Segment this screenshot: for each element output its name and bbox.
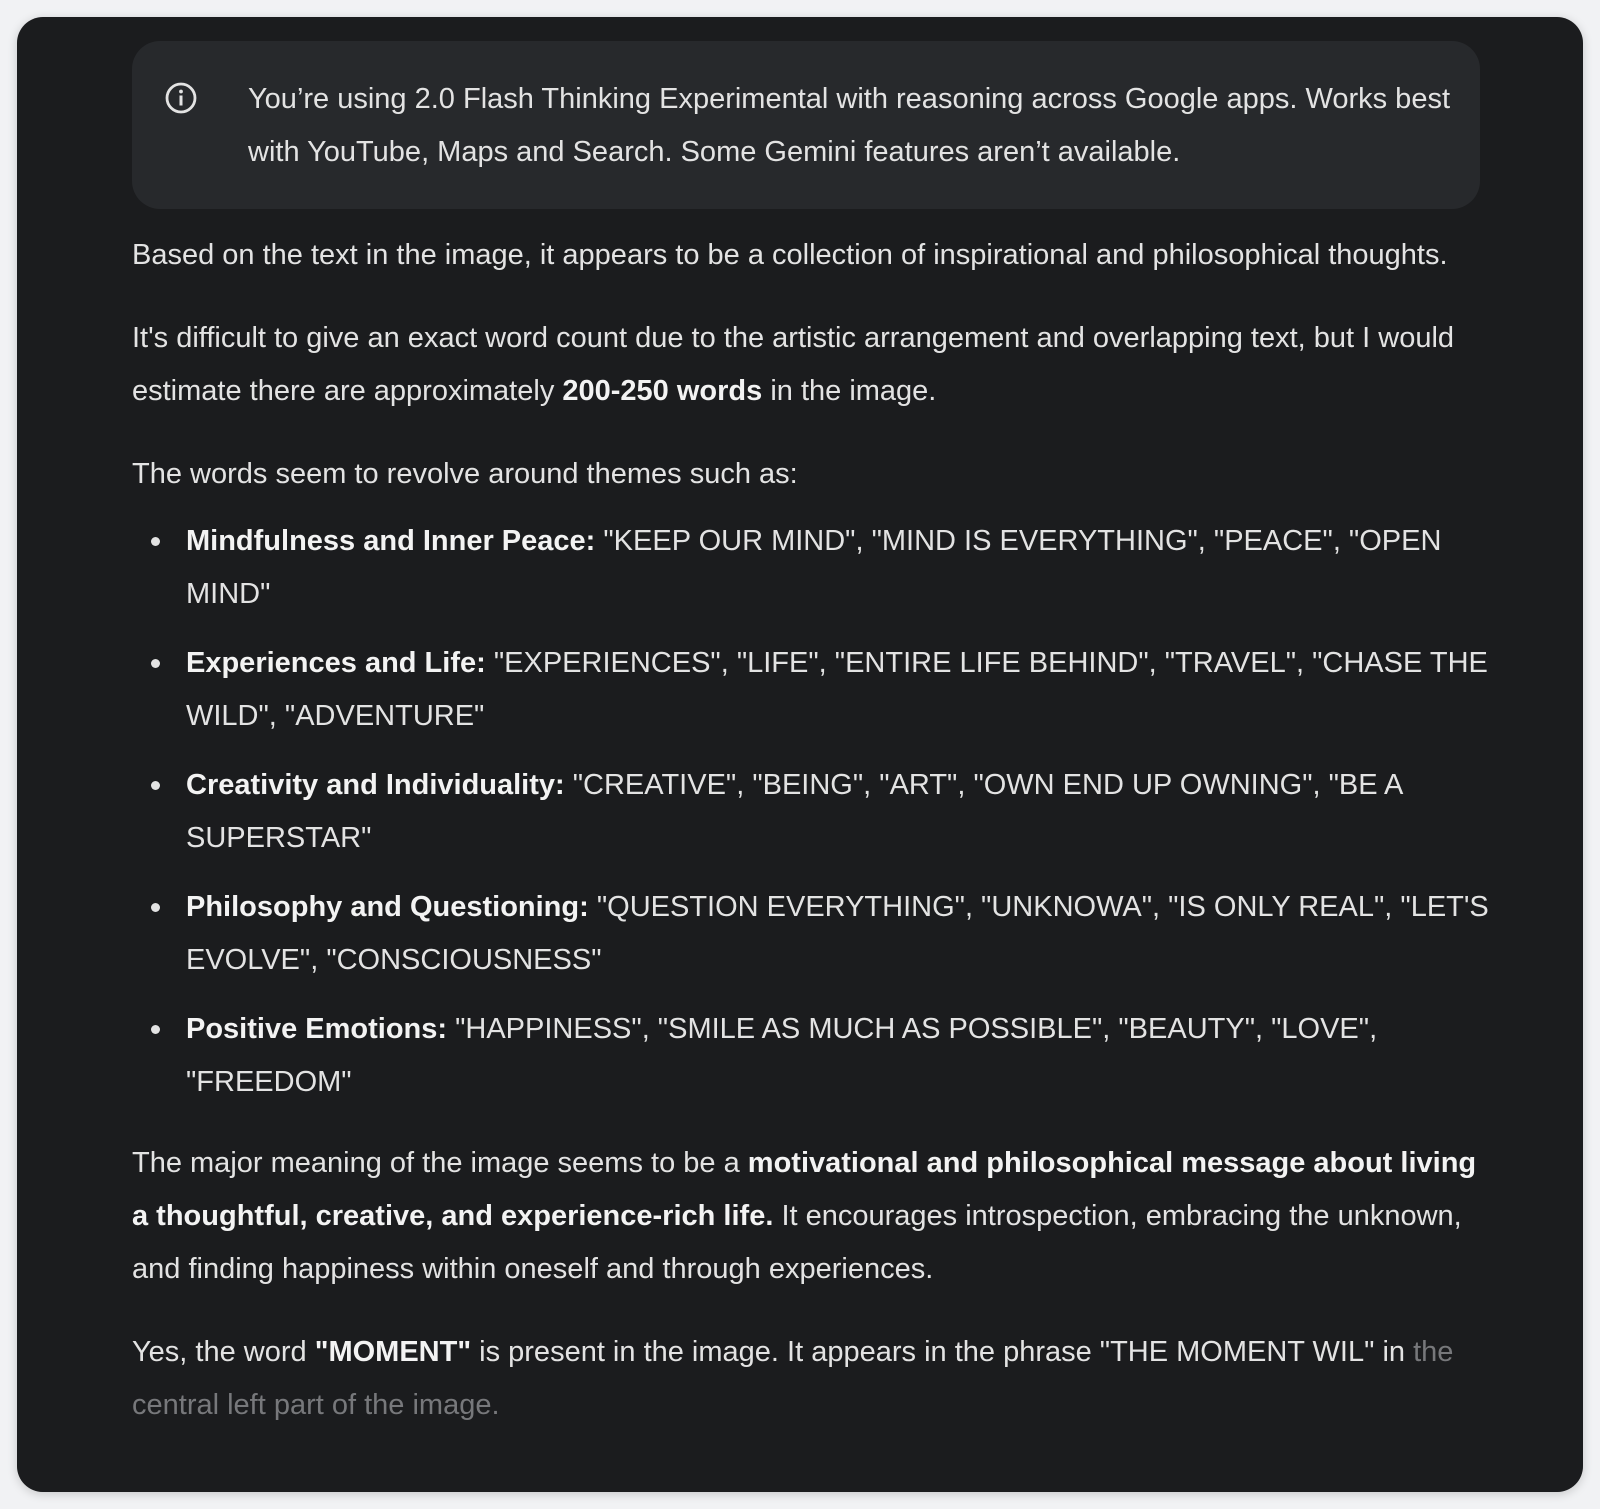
- list-item: [132, 881, 1492, 987]
- info-icon: [164, 81, 198, 115]
- response-body: [132, 229, 1492, 1462]
- intro-paragraph: Based on the text in the image, it appears to be a collection of inspirational and philosophical thoughts.: [132, 239, 1448, 271]
- word-count-paragraph: It's difficult to give an exact word count due to the artistic arrangement and overlapping text, but I would estimate there are approximately 200-250 words in the image.: [132, 322, 1455, 407]
- chat-window: [17, 17, 1583, 1492]
- themes-intro: The words seem to revolve around themes such as:: [132, 458, 798, 490]
- theme-words: "QUESTION EVERYTHING", "UNKNOWA", "IS ONLY REAL", "LET'S EVOLVE", "CONSCIOUSNESS": [186, 891, 1489, 976]
- bullet-icon: [151, 903, 160, 912]
- bullet-icon: [151, 1025, 160, 1034]
- bullet-icon: [151, 537, 160, 546]
- notice-text: You’re using 2.0 Flash Thinking Experimental with reasoning across Google apps. Works best with YouTube, Maps and Search. Some Gemini features aren’t available.: [248, 83, 1450, 168]
- moment-paragraph: Yes, the word "MOMENT" is present in the image. It appears in the phrase "THE MOMENT WIL" in the central left part of the image.: [132, 1336, 1454, 1421]
- faded-text: the central left part of the image.: [132, 1336, 1454, 1421]
- list-item: [132, 759, 1492, 865]
- model-notice-banner: [132, 41, 1480, 209]
- theme-words: "EXPERIENCES", "LIFE", "ENTIRE LIFE BEHIND", "TRAVEL", "CHASE THE WILD", "ADVENTURE": [186, 647, 1488, 732]
- themes-list: [132, 515, 1492, 1109]
- meaning-highlight: motivational and philosophical message about living a thoughtful, creative, and experience-rich life.: [132, 1147, 1477, 1232]
- theme-title: Experiences and Life:: [186, 647, 486, 679]
- bullet-icon: [151, 781, 160, 790]
- meaning-paragraph: The major meaning of the image seems to be a motivational and philosophical message about living a thoughtful, creative, and experience-rich life. It encourages introspection, embracing the unknown, and finding happiness within oneself and through experiences.: [132, 1147, 1477, 1285]
- theme-words: "HAPPINESS", "SMILE AS MUCH AS POSSIBLE", "BEAUTY", "LOVE", "FREEDOM": [186, 1013, 1378, 1098]
- list-item: [132, 637, 1492, 743]
- theme-title: Mindfulness and Inner Peace:: [186, 525, 596, 557]
- bullet-icon: [151, 659, 160, 668]
- moment-highlight: "MOMENT": [314, 1336, 472, 1368]
- theme-words: "KEEP OUR MIND", "MIND IS EVERYTHING", "PEACE", "OPEN MIND": [186, 525, 1442, 610]
- theme-title: Creativity and Individuality:: [186, 769, 565, 801]
- theme-title: Philosophy and Questioning:: [186, 891, 589, 923]
- list-item: [132, 515, 1492, 621]
- theme-words: "CREATIVE", "BEING", "ART", "OWN END UP OWNING", "BE A SUPERSTAR": [186, 769, 1402, 854]
- theme-title: Positive Emotions:: [186, 1013, 448, 1045]
- word-count-estimate: 200-250 words: [562, 375, 763, 407]
- list-item: [132, 1003, 1492, 1109]
